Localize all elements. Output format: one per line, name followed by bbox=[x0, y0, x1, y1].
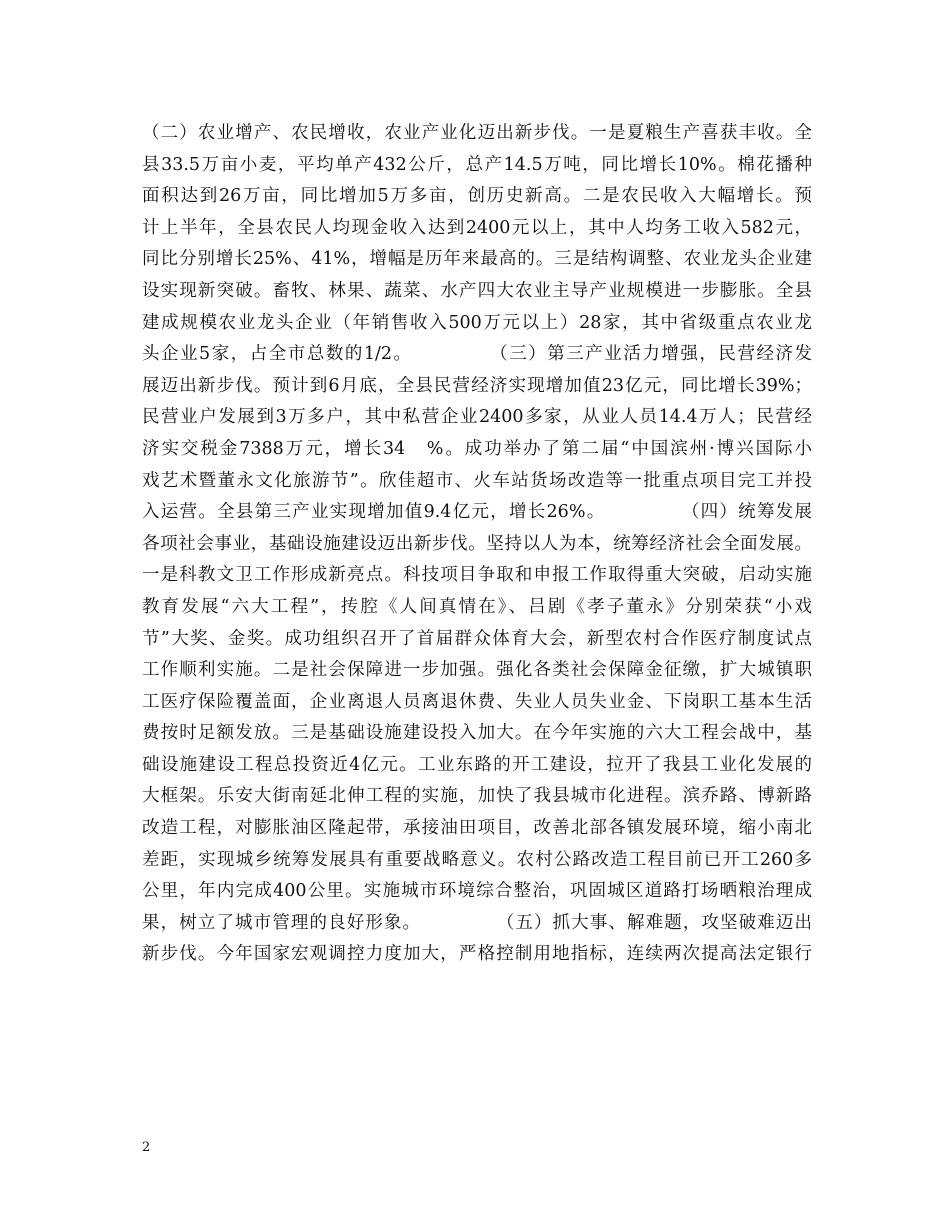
text-line-7: 建成规模农业龙头企业（年销售收入500万元以上）28家，其中省级重点农业龙 bbox=[142, 312, 812, 333]
text-line-3: 面积达到26万亩，同比增加5万多亩，创历史新高。二是农民收入大幅增长。预 bbox=[142, 186, 812, 207]
text-line-13: 入运营。全县第三产业实现增加值9.4亿元，增长26%。 （四）统筹发展 bbox=[142, 502, 812, 523]
text-line-10: 民营业户发展到3万多户，其中私营企业2400多家，从业人员14.4万人；民营经 bbox=[142, 407, 812, 428]
text-line-21: 础设施建设工程总投资近4亿元。工业东路的开工建设，拉开了我县工业化发展的 bbox=[142, 754, 812, 775]
text-line-27: 新步伐。今年国家宏观调控力度加大，严格控制用地指标，连续两次提高法定银行 bbox=[142, 944, 812, 965]
body-text bbox=[142, 118, 812, 971]
text-line-6: 设实现新突破。畜牧、林果、蔬菜、水产四大农业主导产业规模进一步膨胀。全县 bbox=[142, 280, 812, 301]
text-line-4: 计上半年，全县农民人均现金收入达到2400元以上，其中人均务工收入582元， bbox=[142, 217, 812, 238]
text-line-16: 教育发展“六大工程”，抟腔《人间真情在》、吕剧《孝子董永》分别荣获“小戏 bbox=[142, 596, 812, 617]
text-line-26: 果，树立了城市管理的良好形象。 （五）抓大事、解难题，攻坚破难迈出 bbox=[142, 912, 812, 933]
text-line-5: 同比分别增长25%、41%，增幅是历年来最高的。三是结构调整、农业龙头企业建 bbox=[142, 249, 812, 270]
text-line-19: 工医疗保险覆盖面，企业离退人员离退休费、失业人员失业金、下岗职工基本生活 bbox=[142, 691, 812, 712]
text-line-25: 公里，年内完成400公里。实施城市环境综合整治，巩固城区道路打场晒粮治理成 bbox=[142, 881, 812, 902]
text-line-20: 费按时足额发放。三是基础设施建设投入加大。在今年实施的六大工程会战中，基 bbox=[142, 723, 812, 744]
text-line-1: （二）农业增产、农民增收，农业产业化迈出新步伐。一是夏粮生产喜获丰收。全 bbox=[142, 123, 812, 143]
text-line-17: 节”大奖、金奖。成功组织召开了首届群众体育大会，新型农村合作医疗制度试点 bbox=[142, 628, 812, 649]
text-line-2: 县33.5万亩小麦，平均单产432公斤，总产14.5万吨，同比增长10%。棉花播种 bbox=[142, 154, 812, 175]
text-line-8: 头企业5家，占全市总数的1/2。 （三）第三产业活力增强，民营经济发 bbox=[142, 344, 812, 365]
text-line-15: 一是科教文卫工作形成新亮点。科技项目争取和申报工作取得重大突破，启动实施 bbox=[142, 565, 812, 586]
text-line-18: 工作顺利实施。二是社会保障进一步加强。强化各类社会保障金征缴，扩大城镇职 bbox=[142, 660, 812, 681]
text-line-24: 差距，实现城乡统筹发展具有重要战略意义。农村公路改造工程目前已开工260多 bbox=[142, 849, 812, 870]
text-line-23: 改造工程，对膨胀油区隆起带，承接油田项目，改善北部各镇发展环境，缩小南北 bbox=[142, 818, 812, 839]
text-line-12: 戏艺术暨董永文化旅游节”。欣佳超市、火车站货场改造等一批重点项目完工并投 bbox=[142, 470, 812, 491]
text-line-9: 展迈出新步伐。预计到6月底，全县民营经济实现增加值23亿元，同比增长39%； bbox=[142, 375, 812, 396]
text-line-14: 各项社会事业，基础设施建设迈出新步伐。坚持以人为本，统筹经济社会全面发展。 bbox=[142, 533, 812, 554]
text-line-11: 济实交税金7388万元，增长34 %。成功举办了第二届“中国滨州·博兴国际小 bbox=[142, 438, 812, 459]
page-number: 2 bbox=[142, 1140, 151, 1155]
text-line-22: 大框架。乐安大街南延北伸工程的实施，加快了我县城市化进程。滨乔路、博新路 bbox=[142, 786, 812, 807]
